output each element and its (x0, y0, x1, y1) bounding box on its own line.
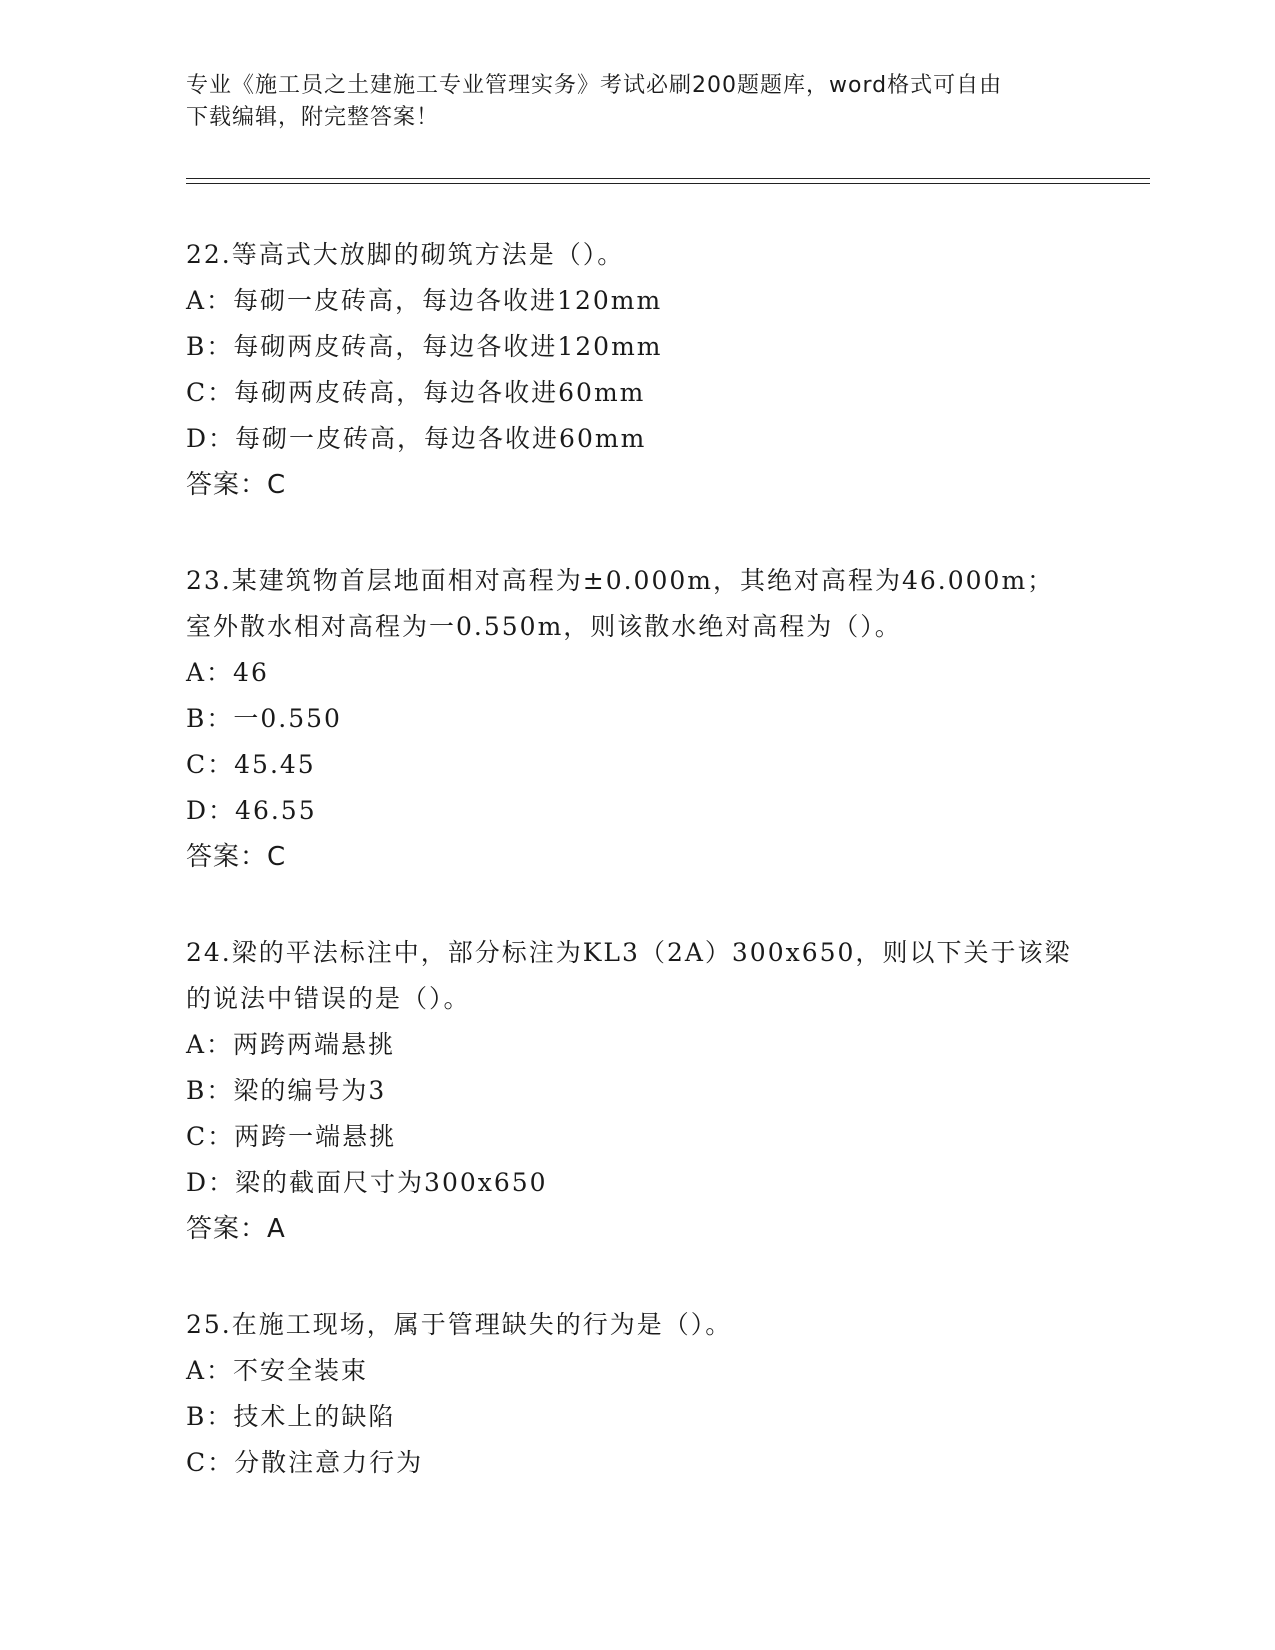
option-d: D：梁的截面尺寸为300x650 (186, 1168, 548, 1197)
header-line-2: 下载编辑，附完整答案！ (186, 105, 440, 130)
answer: 答案：A (186, 1214, 286, 1244)
question-22 (186, 232, 1126, 508)
answer: 答案：C (186, 842, 287, 872)
header-divider-bottom (186, 183, 1150, 184)
option-d: D：46.55 (186, 796, 317, 825)
question-text (186, 558, 1126, 650)
question-line: 24.梁的平法标注中，部分标注为KL3（2A）300x650，则以下关于该梁 (186, 938, 1072, 967)
question-text (186, 1302, 1126, 1348)
question-line: 23.某建筑物首层地面相对高程为±0.000m，其绝对高程为46.000m； (186, 566, 1055, 595)
option-a: A：46 (186, 658, 269, 687)
answer: 答案：C (186, 470, 287, 500)
option-c: C：两跨一端悬挑 (186, 1122, 397, 1151)
option-b: B：每砌两皮砖高，每边各收进120mm (186, 332, 663, 361)
option-b: B：技术上的缺陷 (186, 1402, 396, 1431)
question-line: 的说法中错误的是（）。 (186, 984, 471, 1013)
option-c: C：每砌两皮砖高，每边各收进60mm (186, 378, 646, 407)
document-header (186, 70, 1086, 134)
question-23 (186, 558, 1126, 880)
header-divider-top (186, 178, 1150, 179)
question-line: 室外散水相对高程为一0.550m，则该散水绝对高程为（）。 (186, 612, 902, 641)
option-b: B：梁的编号为3 (186, 1076, 387, 1105)
question-line: 22.等高式大放脚的砌筑方法是（）。 (186, 240, 625, 269)
question-25 (186, 1302, 1126, 1486)
question-text (186, 232, 1126, 278)
question-line: 25.在施工现场，属于管理缺失的行为是（）。 (186, 1310, 733, 1339)
option-d: D：每砌一皮砖高，每边各收进60mm (186, 424, 647, 453)
option-c: C：45.45 (186, 750, 316, 779)
option-b: B：一0.550 (186, 704, 342, 733)
question-24 (186, 930, 1126, 1252)
option-a: A：不安全装束 (186, 1356, 369, 1385)
question-list (186, 232, 1126, 1536)
option-a: A：两跨两端悬挑 (186, 1030, 396, 1059)
question-text (186, 930, 1126, 1022)
header-line-1: 专业《施工员之土建施工专业管理实务》考试必刷200题题库，word格式可自由 (186, 73, 1003, 98)
option-a: A：每砌一皮砖高，每边各收进120mm (186, 286, 663, 315)
option-c: C：分散注意力行为 (186, 1448, 424, 1477)
